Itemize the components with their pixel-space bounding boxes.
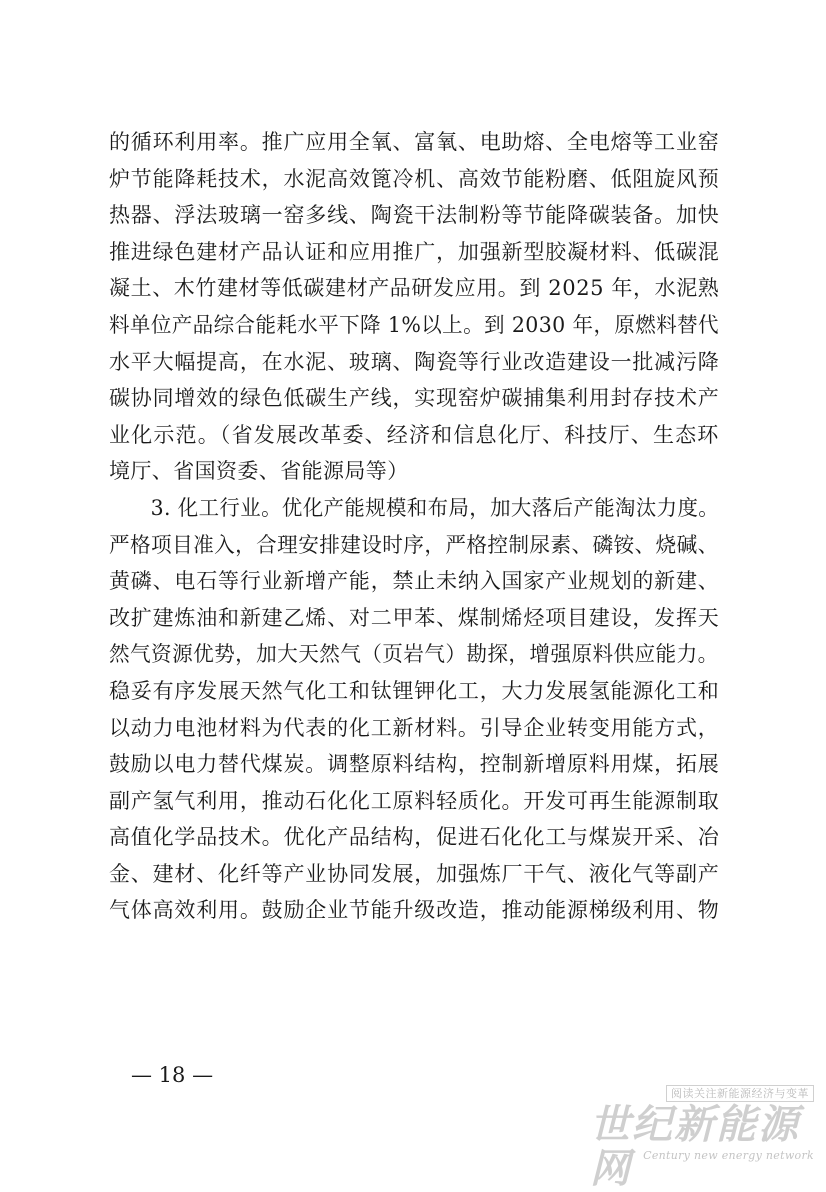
text-line: 炉节能降耗技术，水泥高效篦冷机、高效节能粉磨、低阻旋风预 bbox=[109, 166, 720, 191]
text-line: 热器、浮法玻璃一窑多线、陶瓷干法制粉等节能降碳装备。加快 bbox=[109, 203, 720, 228]
text-line: 推进绿色建材产品认证和应用推广，加强新型胶凝材料、低碳混 bbox=[109, 239, 720, 264]
text-line: 黄磷、电石等行业新增产能，禁止未纳入国家产业规划的新建、 bbox=[109, 569, 720, 594]
text-line: 以动力电池材料为代表的化工新材料。引导企业转变用能方式， bbox=[109, 715, 720, 740]
text-line: 稳妥有序发展天然气化工和钛锂钾化工，大力发展氢能源化工和 bbox=[109, 678, 720, 703]
text-line: 气体高效利用。鼓励企业节能升级改造，推动能源梯级利用、物 bbox=[109, 898, 720, 923]
watermark-logo-text: 世纪新能源网 bbox=[590, 1102, 800, 1192]
text-line: 业化示范。（省发展改革委、经济和信息化厅、科技厅、生态环 bbox=[109, 422, 720, 447]
text-line: 水平大幅提高，在水泥、玻璃、陶瓷等行业改造建设一批减污降 bbox=[109, 349, 720, 374]
page-number: — 18 — bbox=[131, 1063, 214, 1087]
text-line: 境厅、省国资委、省能源局等） bbox=[109, 459, 409, 484]
text-line: 金、建材、化纤等产业协同发展，加强炼厂干气、液化气等副产 bbox=[109, 861, 720, 886]
text-line: 3. 化工行业。优化产能规模和布局，加大落后产能淘汰力度。 bbox=[109, 495, 720, 520]
watermark-subtitle: Century new energy network bbox=[643, 1149, 814, 1162]
text-line: 然气资源优势，加大天然气（页岩气）勘探，增强原料供应能力。 bbox=[109, 642, 719, 667]
text-line: 凝土、木竹建材等低碳建材产品研发应用。到 2025 年，水泥熟 bbox=[109, 276, 720, 301]
text-line: 的循环利用率。推广应用全氧、富氧、电助熔、全电熔等工业窑 bbox=[109, 130, 720, 154]
text-line: 碳协同增效的绿色低碳生产线，实现窑炉碳捕集利用封存技术产 bbox=[109, 386, 720, 411]
text-line: 改扩建炼油和新建乙烯、对二甲苯、煤制烯烃项目建设，发挥天 bbox=[109, 605, 720, 630]
watermark-tagline: 阅读关注新能源经济与变革 bbox=[666, 1085, 814, 1102]
text-line: 高值化学品技术。优化产品结构，促进石化化工与煤炭开采、冶 bbox=[109, 825, 720, 850]
body-text bbox=[109, 124, 719, 929]
text-line: 严格项目准入，合理安排建设时序，严格控制尿素、磷铵、烧碱、 bbox=[109, 532, 719, 557]
text-line: 料单位产品综合能耗水平下降 1%以上。到 2030 年，原燃料替代 bbox=[109, 312, 719, 337]
watermark-logo bbox=[590, 1085, 826, 1192]
text-line: 副产氢气利用，推动石化化工原料轻质化。开发可再生能源制取 bbox=[109, 788, 720, 813]
text-line: 鼓励以电力替代煤炭。调整原料结构，控制新增原料用煤，拓展 bbox=[109, 752, 720, 777]
